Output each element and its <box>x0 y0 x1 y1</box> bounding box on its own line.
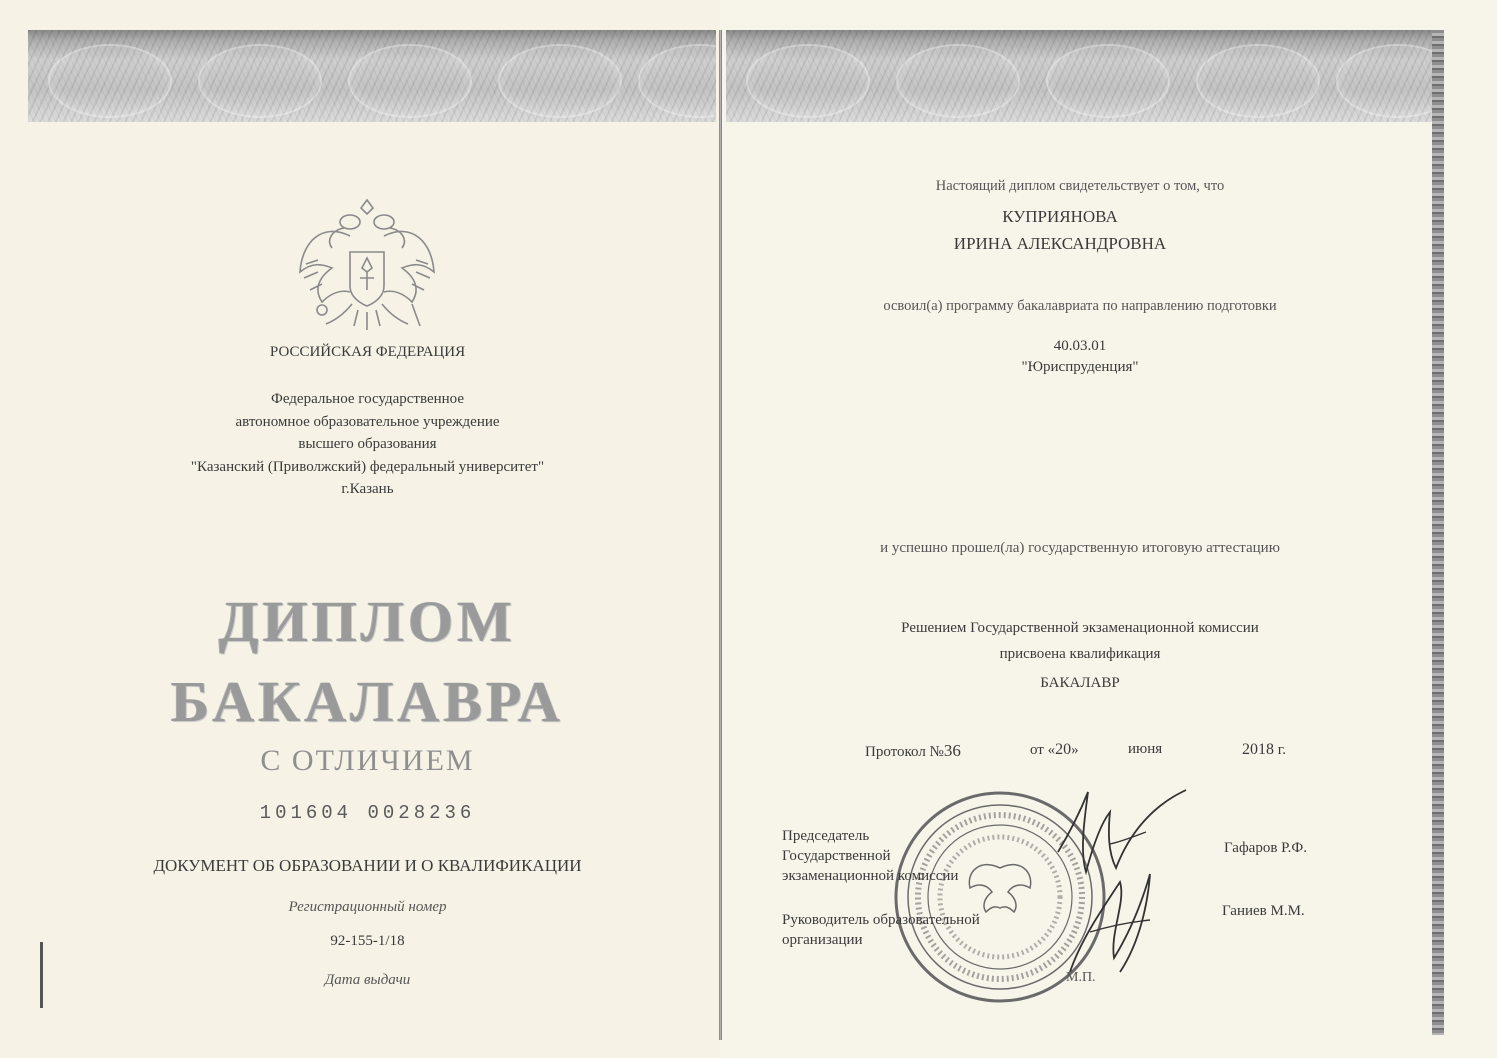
institution-line: Федеральное государственное <box>270 391 465 407</box>
graduate-given-names: ИРИНА АЛЕКСАНДРОВНА <box>953 234 1167 253</box>
coat-of-arms-icon <box>292 192 442 342</box>
registration-number-label: Регистрационный номер <box>288 899 447 915</box>
right-ornament-band <box>726 30 1441 122</box>
graduate-surname: КУПРИЯНОВА <box>1002 207 1118 226</box>
issue-date-label: Дата выдачи <box>324 972 411 988</box>
certifies-text: Настоящий диплом свидетельствует о том, что <box>935 178 1225 194</box>
protocol-number: 36 <box>943 741 961 760</box>
diploma-title-line2: БАКАЛАВРА <box>170 669 565 734</box>
protocol-date-day: от «20» <box>1030 741 1079 758</box>
honors-label: С ОТЛИЧИЕМ <box>260 744 475 777</box>
seal-place-label: М.П. <box>1066 970 1096 985</box>
institution-line: "Казанский (Приволжский) федеральный университет" <box>190 458 545 475</box>
institution-block <box>160 388 575 501</box>
program-name: "Юриспруденция" <box>1021 359 1139 375</box>
country-name: РОССИЙСКАЯ ФЕДЕРАЦИЯ <box>269 344 466 360</box>
attestation-text: и успешно прошел(ла) государственную итоговую аттестацию <box>880 540 1280 556</box>
head-block: Руководитель образовательной организации <box>782 912 980 948</box>
right-edge-border <box>1432 30 1444 1035</box>
institution-line: высшего образования <box>298 436 437 452</box>
commission-decision-line2: присвоена квалификация <box>999 646 1161 662</box>
program-code: 40.03.01 <box>1053 338 1107 354</box>
institution-line: г.Казань <box>341 481 394 497</box>
registration-number: 92-155-1/18 <box>330 933 405 949</box>
diploma-serial-number: 101604 0028236 <box>259 802 476 824</box>
document-type: ДОКУМЕНТ ОБ ОБРАЗОВАНИИ И О КВАЛИФИКАЦИИ <box>153 856 582 875</box>
page-fold <box>719 30 722 1040</box>
edge-mark <box>40 942 43 1008</box>
protocol-month: июня <box>1128 741 1163 757</box>
protocol-year: 2018 г. <box>1242 741 1286 758</box>
commission-decision-line1: Решением Государственной экзаменационной комиссии <box>901 620 1259 636</box>
program-text: освоил(а) программу бакалавриата по направлению подготовки <box>883 298 1277 314</box>
qualification: БАКАЛАВР <box>1040 675 1120 691</box>
chairman-block: Председатель Государственной экзаменационной комиссии <box>782 828 959 884</box>
left-ornament-band <box>28 30 716 122</box>
chairman-name: Гафаров Р.Ф. <box>1224 840 1307 856</box>
diploma-title-line1: ДИПЛОМ <box>218 589 517 654</box>
head-name: Ганиев М.М. <box>1222 903 1305 919</box>
protocol-label: Протокол №36 <box>865 741 961 760</box>
signature-icon <box>1050 862 1170 982</box>
institution-line: автономное образовательное учреждение <box>235 413 500 430</box>
